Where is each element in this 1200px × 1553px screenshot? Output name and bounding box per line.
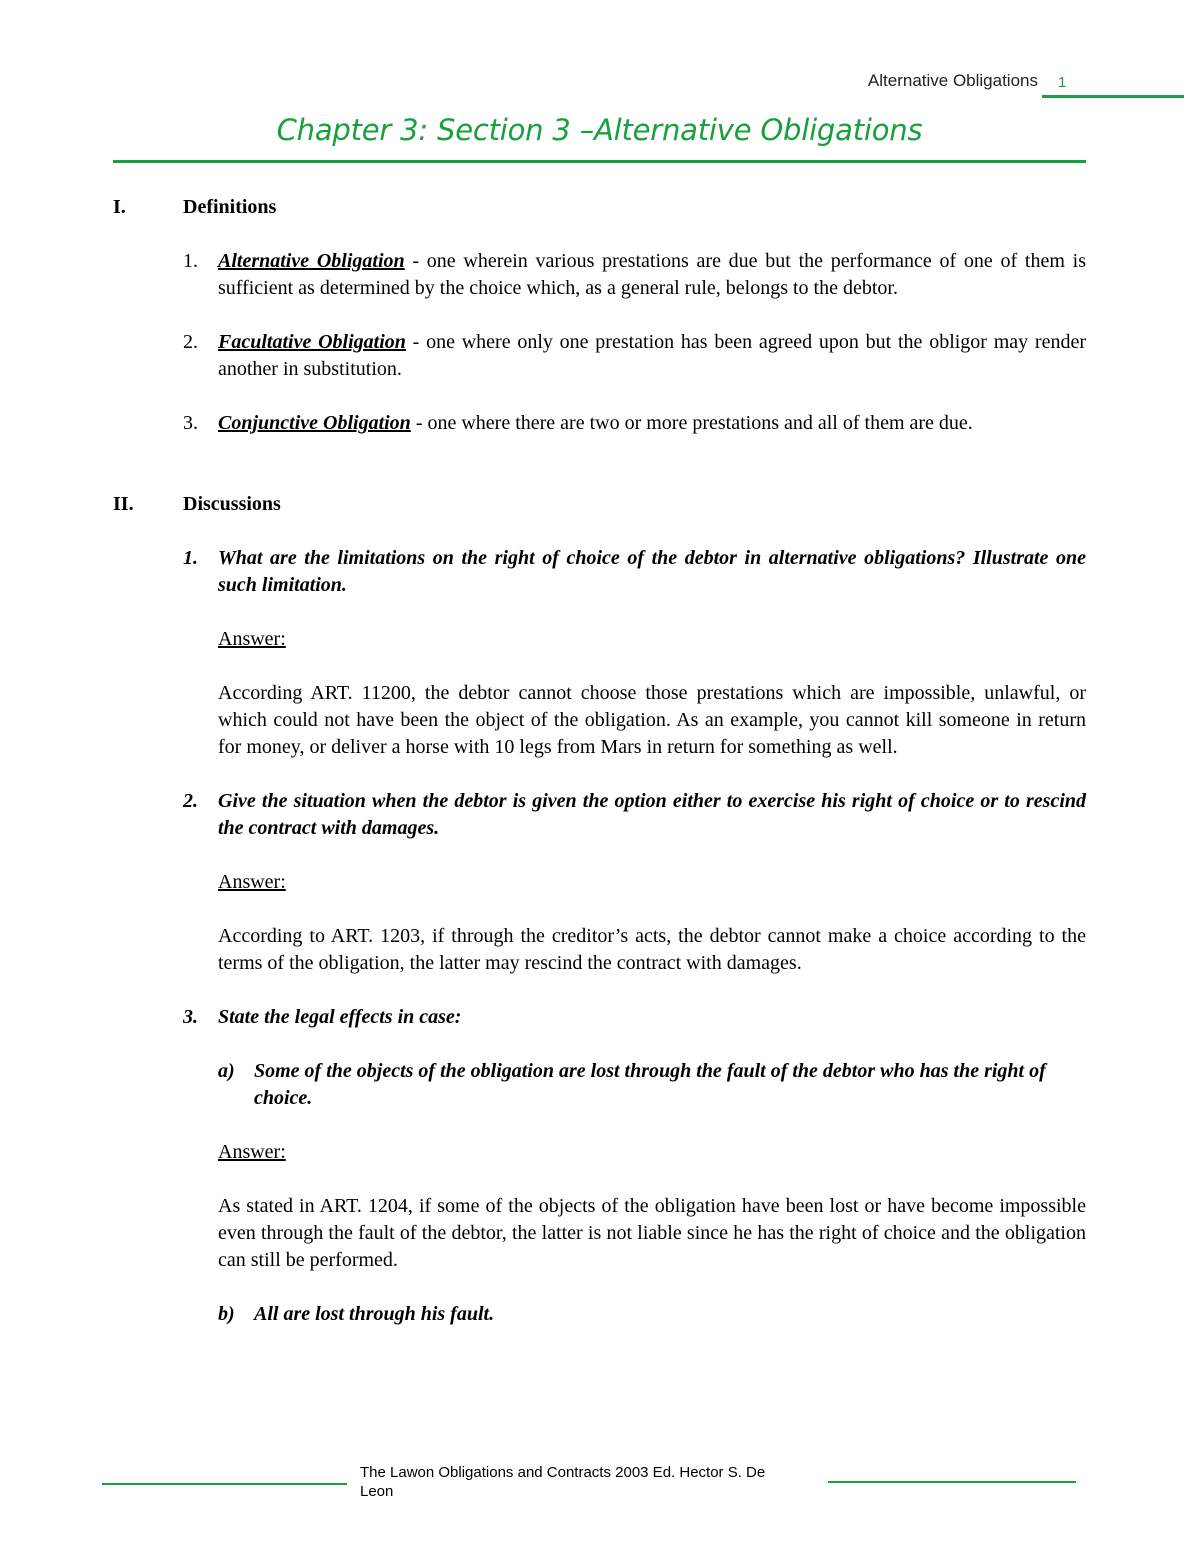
definition-item <box>113 248 1086 302</box>
section-definitions-heading <box>113 194 1086 221</box>
definition-text: - one where only one prestation has been agreed upon but the obligor may render another in substitution. <box>218 331 1087 380</box>
sub-question <box>113 1058 1086 1112</box>
chapter-title: Chapter 3: Section 3 –Alternative Obligations <box>276 113 923 147</box>
answer-label: Answer: <box>218 628 286 650</box>
sub-question <box>113 1301 1086 1328</box>
answer-text: As stated in ART. 1204, if some of the objects of the obligation have been lost or have become impossible even through the fault of the debtor, the latter is not liable since he has the right of choice and the obligation can still be performed. <box>218 1195 1086 1271</box>
footer-left-rule <box>102 1483 347 1485</box>
answer-label: Answer: <box>218 871 286 893</box>
definition-term: Conjunctive Obligation <box>218 412 411 434</box>
discussion-question <box>113 1004 1086 1031</box>
definition-term: Alternative Obligation <box>218 250 405 272</box>
definition-term: Facultative Obligation <box>218 331 406 353</box>
sub-question-text: All are lost through his fault. <box>254 1303 495 1325</box>
section-heading: Definitions <box>183 196 277 218</box>
definition-item <box>113 410 1086 437</box>
question-number: 3. <box>183 1006 198 1028</box>
footer-text: The Lawon Obligations and Contracts 2003 Ed. Hector S. De Leon <box>360 1464 766 1500</box>
sub-question-label: a) <box>218 1060 235 1082</box>
footer-right-rule <box>828 1481 1076 1483</box>
discussion-question <box>113 788 1086 842</box>
running-header-title: Alternative Obligations <box>867 71 1038 90</box>
item-number: 3. <box>183 412 198 434</box>
question-text: State the legal effects in case: <box>218 1006 462 1028</box>
sub-question-label: b) <box>218 1303 235 1325</box>
page-number-box <box>1042 70 1184 98</box>
section-numeral: I. <box>113 196 126 218</box>
question-number: 1. <box>183 547 198 569</box>
question-text: Give the situation when the debtor is given the option either to exercise his right of choice or to rescind the contract with damages. <box>218 790 1086 839</box>
discussion-question <box>113 545 1086 599</box>
page-number: 1 <box>1058 74 1067 91</box>
definition-text: - one wherein various prestations are due but the performance of one of them is sufficient as determined by the choice which, as a general rule, belongs to the debtor. <box>218 250 1086 299</box>
section-discussions-heading <box>113 491 1086 518</box>
definition-text: - one where there are two or more prestations and all of them are due. <box>410 412 973 434</box>
sub-question-text: Some of the objects of the obligation are lost through the fault of the debtor who has the right of choice. <box>254 1060 1046 1109</box>
title-divider <box>113 160 1086 163</box>
document-body <box>113 194 1086 1328</box>
answer-text: According ART. 11200, the debtor cannot choose those prestations which are impossible, unlawful, or which could not have been the object of the obligation. As an example, you cannot kill someone in return for money, or deliver a horse with 10 legs from Mars in return for something as well. <box>218 682 1086 758</box>
answer-label: Answer: <box>218 1141 286 1163</box>
item-number: 2. <box>183 331 198 353</box>
section-heading: Discussions <box>183 493 281 515</box>
section-numeral: II. <box>113 493 134 515</box>
question-text: What are the limitations on the right of choice of the debtor in alternative obligations? Illustrate one such limitation. <box>218 547 1086 596</box>
answer-text: According to ART. 1203, if through the creditor’s acts, the debtor cannot make a choice according to the terms of the obligation, the latter may rescind the contract with damages. <box>218 925 1086 974</box>
question-number: 2. <box>183 790 198 812</box>
definition-item <box>113 329 1086 383</box>
item-number: 1. <box>183 250 198 272</box>
